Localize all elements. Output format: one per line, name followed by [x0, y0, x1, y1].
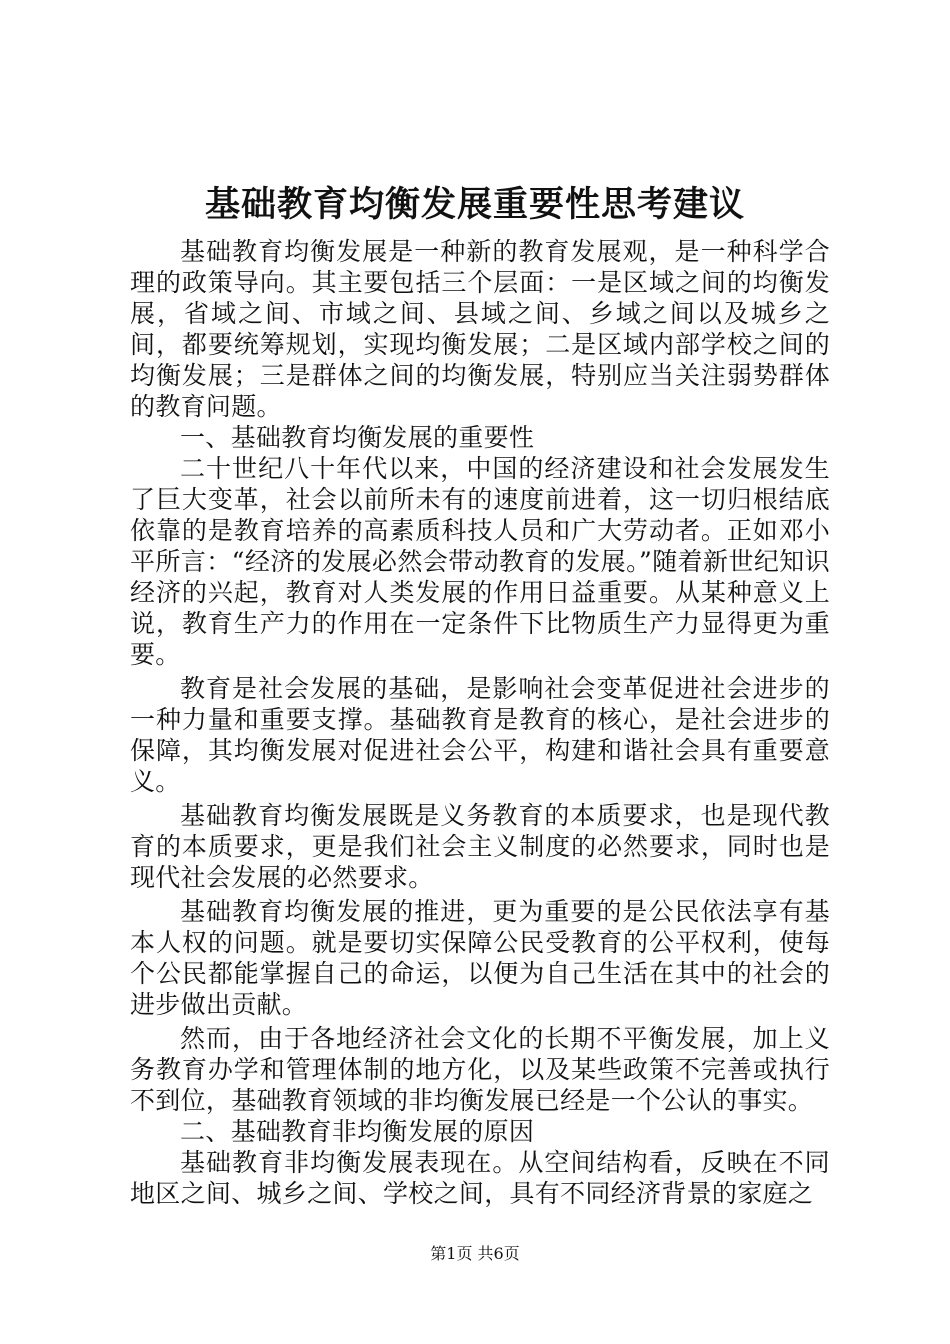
paragraph-imbalance-fact: 然而，由于各地经济社会文化的长期不平衡发展，加上义务教育办学和管理体制的地方化，以及某些政策不完善或执行不到位，基础教育领域的非均衡发展已经是一个公认的事实。 [130, 1024, 830, 1115]
paragraph-economic-background: 二十世纪八十年代以来，中国的经济建设和社会发展发生了巨大变革，社会以前所未有的速度前进着，这一切归根结底依靠的是教育培养的高素质科技人员和广大劳动者。正如邓小平所言：“经济的发展必然会带动教育的发展。”随着新世纪知识经济的兴起，教育对人类发展的作用日益重要。从某种意义上说，教育生产力的作用在一定条件下比物质生产力显得更为重要。 [130, 454, 830, 669]
paragraph-education-foundation: 教育是社会发展的基础，是影响社会变革促进社会进步的一种力量和重要支撑。基础教育是教育的核心，是社会进步的保障，其均衡发展对促进社会公平，构建和谐社会具有重要意义。 [130, 674, 830, 796]
paragraph-human-rights: 基础教育均衡发展的推进，更为重要的是公民依法享有基本人权的问题。就是要切实保障公民受教育的公平权利，使每个公民都能掌握自己的命运，以便为自己生活在其中的社会的进步做出贡献。 [130, 897, 830, 1019]
paragraph-intro: 基础教育均衡发展是一种新的教育发展观，是一种科学合理的政策导向。其主要包括三个层面：一是区域之间的均衡发展，省域之间、市域之间、县域之间、乡域之间以及城乡之间，都要统筹规划，实现均衡发展；二是区域内部学校之间的均衡发展；三是群体之间的均衡发展，特别应当关注弱势群体的教育问题。 [130, 237, 830, 421]
page-footer: 第1页 共6页 [430, 1244, 520, 1263]
document-title: 基础教育均衡发展重要性思考建议 [204, 184, 745, 225]
section-heading-causes: 二、基础教育非均衡发展的原因 [180, 1117, 535, 1146]
paragraph-essential-requirement: 基础教育均衡发展既是义务教育的本质要求，也是现代教育的本质要求，更是我们社会主义制度的必然要求，同时也是现代社会发展的必然要求。 [130, 801, 830, 892]
paragraph-imbalance-manifestation: 基础教育非均衡发展表现在。从空间结构看，反映在不同地区之间、城乡之间、学校之间，具有不同经济背景的家庭之 [130, 1148, 830, 1208]
section-heading-importance: 一、基础教育均衡发展的重要性 [180, 423, 535, 452]
document-body [130, 236, 830, 1209]
